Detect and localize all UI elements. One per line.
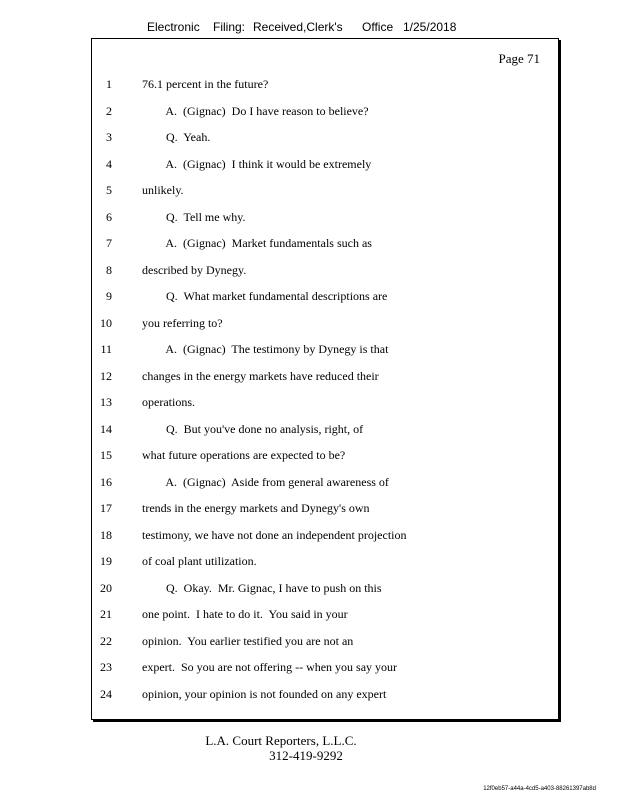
header-received: Received,Clerk's (253, 20, 343, 34)
footer-company: L.A. Court Reporters, L.L.C. (205, 733, 357, 748)
line-text: unlikely. (142, 183, 184, 197)
line-number: 5 (106, 183, 112, 197)
transcript-line (92, 395, 558, 421)
line-text: A. (Gignac) Market fundamentals such as (142, 236, 372, 250)
line-text: changes in the energy markets have reduced their (142, 368, 379, 383)
transcript-line (92, 263, 558, 289)
line-number: 17 (100, 501, 112, 515)
line-text: Q. What market fundamental descriptions are (142, 289, 388, 303)
line-number: 7 (106, 236, 112, 250)
header-filing: Filing: (213, 20, 246, 34)
line-number: 22 (100, 633, 112, 648)
transcript-line (92, 77, 558, 103)
line-text: one point. I hate to do it. You said in your (142, 607, 348, 621)
footer-phone: 312-419-9292 (269, 748, 343, 763)
line-number: 15 (100, 448, 112, 462)
line-number: 14 (100, 421, 112, 436)
transcript-page (91, 38, 559, 720)
line-text: Q. Yeah. (142, 130, 211, 144)
transcript-line (92, 183, 558, 209)
transcript-line (92, 501, 558, 527)
line-number: 18 (100, 527, 112, 542)
line-number: 6 (106, 209, 112, 224)
transcript-line (92, 660, 558, 686)
line-text: of coal plant utilization. (142, 554, 257, 568)
line-number: 1 (106, 77, 112, 91)
header-office: Office (362, 20, 394, 34)
line-text: expert. So you are not offering -- when you say your (142, 660, 398, 674)
line-text: described by Dynegy. (142, 262, 247, 277)
transcript-line (92, 634, 558, 660)
line-number: 8 (106, 262, 112, 277)
transcript-line (92, 607, 558, 633)
line-text: A. (Gignac) The testimony by Dynegy is that (142, 342, 389, 356)
line-text: what future operations are expected to be? (142, 448, 346, 462)
line-text: opinion. You earlier testified you are not an (142, 633, 354, 648)
line-text: Q. Okay. Mr. Gignac, I have to push on this (142, 580, 382, 595)
line-number: 9 (106, 289, 112, 303)
transcript-line (92, 422, 558, 448)
filing-header (0, 20, 618, 36)
transcript-line (92, 581, 558, 607)
transcript-line (92, 448, 558, 474)
transcript-line (92, 130, 558, 156)
line-number: 13 (100, 395, 112, 409)
line-number: 19 (100, 554, 112, 568)
transcript-line (92, 316, 558, 342)
line-number: 16 (100, 474, 112, 489)
line-text: testimony, we have not done an independent projection (142, 527, 407, 542)
document-id: 12f0eb57-a44a-4cd5-a403-88261397ab8d (483, 786, 596, 792)
line-text: opinion, your opinion is not founded on any expert (142, 686, 387, 701)
page-number: Page 71 (498, 51, 540, 66)
line-number: 12 (100, 368, 112, 383)
line-text: trends in the energy markets and Dynegy's own (142, 501, 370, 515)
header-electronic: Electronic (147, 20, 200, 34)
line-number: 24 (100, 686, 112, 701)
line-text: operations. (142, 395, 195, 409)
transcript-line (92, 210, 558, 236)
transcript-line (92, 289, 558, 315)
line-number: 10 (100, 315, 112, 330)
header-date: 1/25/2018 (403, 20, 457, 34)
line-text: A. (Gignac) I think it would be extremely (142, 156, 372, 171)
line-text: Q. But you've done no analysis, right, of (142, 421, 364, 436)
transcript-line (92, 342, 558, 368)
line-number: 23 (100, 660, 112, 674)
transcript-line (92, 554, 558, 580)
line-number: 20 (100, 580, 112, 595)
line-text: 76.1 percent in the future? (142, 77, 269, 91)
transcript-line (92, 157, 558, 183)
line-number: 2 (106, 103, 112, 118)
line-text: Q. Tell me why. (142, 209, 246, 224)
line-number: 11 (100, 342, 112, 356)
transcript-line (92, 687, 558, 713)
transcript-line (92, 528, 558, 554)
line-text: A. (Gignac) Aside from general awareness of (142, 474, 389, 489)
transcript-line (92, 475, 558, 501)
transcript-line (92, 104, 558, 130)
transcript-line (92, 369, 558, 395)
line-number: 21 (100, 607, 112, 621)
line-number: 4 (106, 156, 112, 171)
transcript-line (92, 236, 558, 262)
line-number: 3 (106, 130, 112, 144)
line-text: you referring to? (142, 315, 223, 330)
line-text: A. (Gignac) Do I have reason to believe? (142, 103, 369, 118)
